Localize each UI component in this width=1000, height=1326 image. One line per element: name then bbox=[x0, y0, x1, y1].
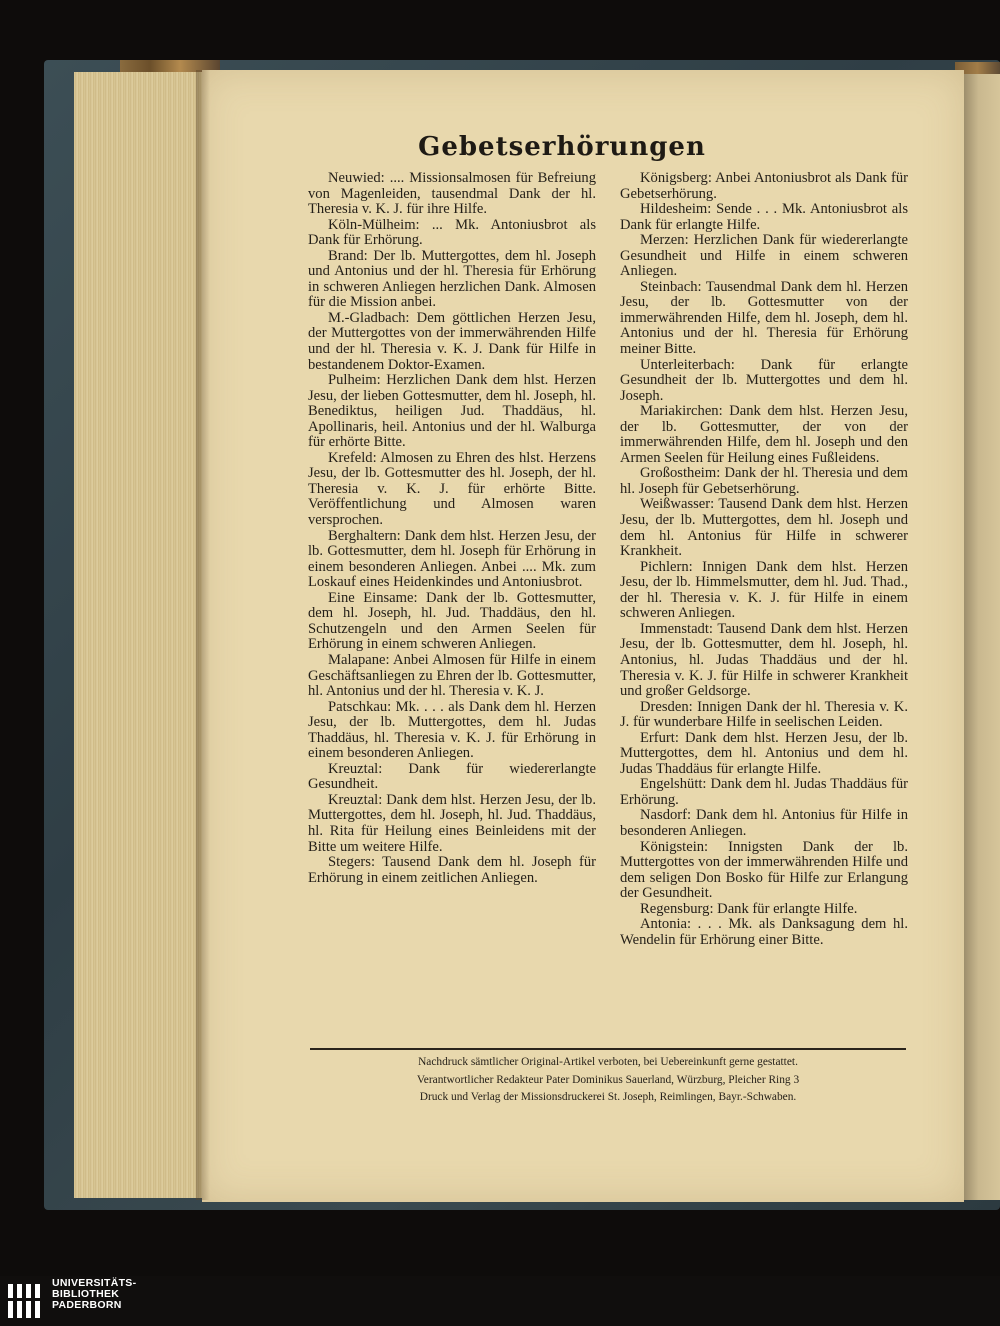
entry: M.-Gladbach: Dem göttlichen Herzen Jesu, der Muttergottes von der immerwährenden Hilfe und der hl. Theresia v. K. J. Dank für Hilfe in bestandenem Doktor-Examen. bbox=[308, 309, 596, 373]
entry: Merzen: Herzlichen Dank für wiedererlangte Gesundheit und Hilfe in einem schweren Anliegen. bbox=[620, 232, 908, 280]
entry: Königstein: Innigsten Dank der lb. Muttergottes von der immerwährenden Hilfe und dem seligen Don Bosko für Hilfe zur Erlangung der Gesundheit. bbox=[620, 838, 908, 902]
entry: Großostheim: Dank der hl. Theresia und dem hl. Joseph für Gebetserhörung. bbox=[620, 465, 908, 497]
left-column bbox=[308, 171, 596, 886]
entry: Köln-Mülheim: ... Mk. Antoniusbrot als Dank für Erhörung. bbox=[308, 216, 596, 249]
entry: Berghaltern: Dank dem hlst. Herzen Jesu, der lb. Gottesmutter, dem hl. Joseph für Erhörung in einem besonderen Anliegen. Anbei .... Mk. zum Loskauf eines Heidenkindes und Antoniusbrot. bbox=[308, 527, 596, 591]
library-name-line: UNIVERSITÄTS- bbox=[52, 1277, 137, 1289]
entry: Stegers: Tausend Dank dem hl. Joseph für Erhörung in einem zeitlichen Anliegen. bbox=[308, 854, 596, 886]
entry: Königsberg: Anbei Antoniusbrot als Dank für Gebetserhörung. bbox=[620, 170, 908, 202]
entry: Immenstadt: Tausend Dank dem hlst. Herzen Jesu, der lb. Gottesmutter, dem hl. Joseph, hl. Antonius, hl. Judas Thaddäus und der hl. Theresia v. K. J. für Hilfe in schwerer Krankheit und großer Geldsorge. bbox=[620, 620, 908, 700]
footer-rule bbox=[310, 1048, 906, 1050]
entry: Engelshütt: Dank dem hl. Judas Thaddäus für Erhörung. bbox=[620, 776, 908, 808]
entry: Pulheim: Herzlichen Dank dem hlst. Herzen Jesu, der lieben Gottesmutter, dem hl. Joseph, hl. Benediktus, heiligen Jud. Thaddäus, hl. Apollinaris, heil. Antonius und der hl. Walburga für erhörte Bitte. bbox=[308, 372, 596, 451]
facing-page-edge bbox=[964, 74, 1000, 1200]
entry: Antonia: . . . Mk. als Danksagung dem hl. Wendelin für Erhörung einer Bitte. bbox=[620, 916, 908, 948]
entry: Dresden: Innigen Dank der hl. Theresia v. K. J. für wunderbare Hilfe in seelischen Leiden. bbox=[620, 698, 908, 731]
entry: Patschkau: Mk. . . . als Dank dem hl. Herzen Jesu, der lb. Muttergottes, dem hl. Judas Thaddäus, hl. Theresia v. K. J. für Erhörung in einem besonderen Anliegen. bbox=[308, 698, 596, 762]
entry: Pichlern: Innigen Dank dem hlst. Herzen Jesu, der lb. Himmelsmutter, dem hl. Jud. Thad., der hl. Theresia v. K. J. für Hilfe in einem schweren Anliegen. bbox=[620, 558, 908, 622]
entry: Malapane: Anbei Almosen für Hilfe in einem Geschäftsanliegen zu Ehren der lb. Gottesmutter, hl. Antonius und der hl. Theresia v. K. J. bbox=[308, 651, 596, 700]
footer-publisher: Druck und Verlag der Missionsdruckerei St. Joseph, Reimlingen, Bayr.-Schwaben. bbox=[419, 1091, 797, 1103]
entry: Steinbach: Tausendmal Dank dem hl. Herzen Jesu, der lb. Gottesmutter von der immerwährenden Hilfe, dem hl. Joseph, dem hl. Antonius und der hl. Theresia für Erhörung meiner Bitte. bbox=[620, 278, 908, 358]
library-name bbox=[52, 1278, 136, 1311]
entry: Kreuztal: Dank dem hlst. Herzen Jesu, der lb. Muttergottes, dem hl. Joseph, hl. Jud. Thaddäus, hl. Rita für Heilung eines Beinleidens mit der Bitte um weitere Hilfe. bbox=[308, 791, 596, 855]
footer-editor: Verantwortlicher Redakteur Pater Dominikus Sauerland, Würzburg, Pleicher Ring 3 bbox=[416, 1074, 800, 1086]
page-title: Gebetserhörungen bbox=[418, 132, 706, 162]
library-name-line: BIBLIOTHEK bbox=[52, 1288, 120, 1300]
library-banner bbox=[0, 1276, 1000, 1326]
entry: Brand: Der lb. Muttergottes, dem hl. Joseph und Antonius und der hl. Theresia für Erhörung in schweren Anliegen herzlichen Dank. Almosen für die Mission anbei. bbox=[308, 247, 596, 311]
entry: Nasdorf: Dank dem hl. Antonius für Hilfe in besonderen Anliegen. bbox=[620, 807, 908, 839]
gutter-shadow bbox=[196, 70, 210, 1200]
entry: Hildesheim: Sende . . . Mk. Antoniusbrot als Dank für erlangte Hilfe. bbox=[620, 201, 908, 233]
footer-notice: Nachdruck sämtlicher Original-Artikel verboten, bei Uebereinkunft gerne gestattet. bbox=[418, 1056, 798, 1068]
entry: Kreuztal: Dank für wiedererlangte Gesundheit. bbox=[308, 760, 596, 793]
entry: Regensburg: Dank für erlangte Hilfe. bbox=[640, 900, 858, 917]
entry: Krefeld: Almosen zu Ehren des hlst. Herzens Jesu, der lb. Gottesmutter des hl. Joseph, der hl. Theresia v. K. J. für erhörte Bitte. Veröffentlichung und Almosen waren versprochen. bbox=[308, 449, 596, 529]
entry: Erfurt: Dank dem hlst. Herzen Jesu, der lb. Muttergottes, dem hl. Antonius und dem hl. Judas Thaddäus für erlangte Hilfe. bbox=[620, 729, 908, 777]
library-logo-icon bbox=[6, 1282, 46, 1320]
entry: Unterleiterbach: Dank für erlangte Gesundheit der lb. Muttergottes und dem hl. Joseph. bbox=[620, 356, 908, 404]
library-name-line: PADERBORN bbox=[52, 1299, 122, 1311]
entry: Mariakirchen: Dank dem hlst. Herzen Jesu, der lb. Gottesmutter, der von der immerwährenden Hilfe, dem hl. Joseph und den Armen Seelen für Heilung eines Fußleidens. bbox=[620, 403, 908, 466]
entry: Weißwasser: Tausend Dank dem hlst. Herzen Jesu, der lb. Muttergottes, dem hl. Joseph und dem hl. Antonius für Hilfe in schwerer Krankheit. bbox=[620, 496, 908, 560]
entry: Neuwied: .... Missionsalmosen für Befreiung von Magenleiden, tausendmal Dank der hl. Theresia v. K. J. für ihre Hilfe. bbox=[308, 170, 596, 218]
right-column bbox=[620, 171, 908, 948]
entry: Eine Einsame: Dank der lb. Gottesmutter, dem hl. Joseph, hl. Jud. Thaddäus, den hl. Schutzengeln und den Armen Seelen für Erhörung in einem schweren Anliegen. bbox=[308, 589, 596, 653]
page-edges bbox=[74, 72, 204, 1198]
